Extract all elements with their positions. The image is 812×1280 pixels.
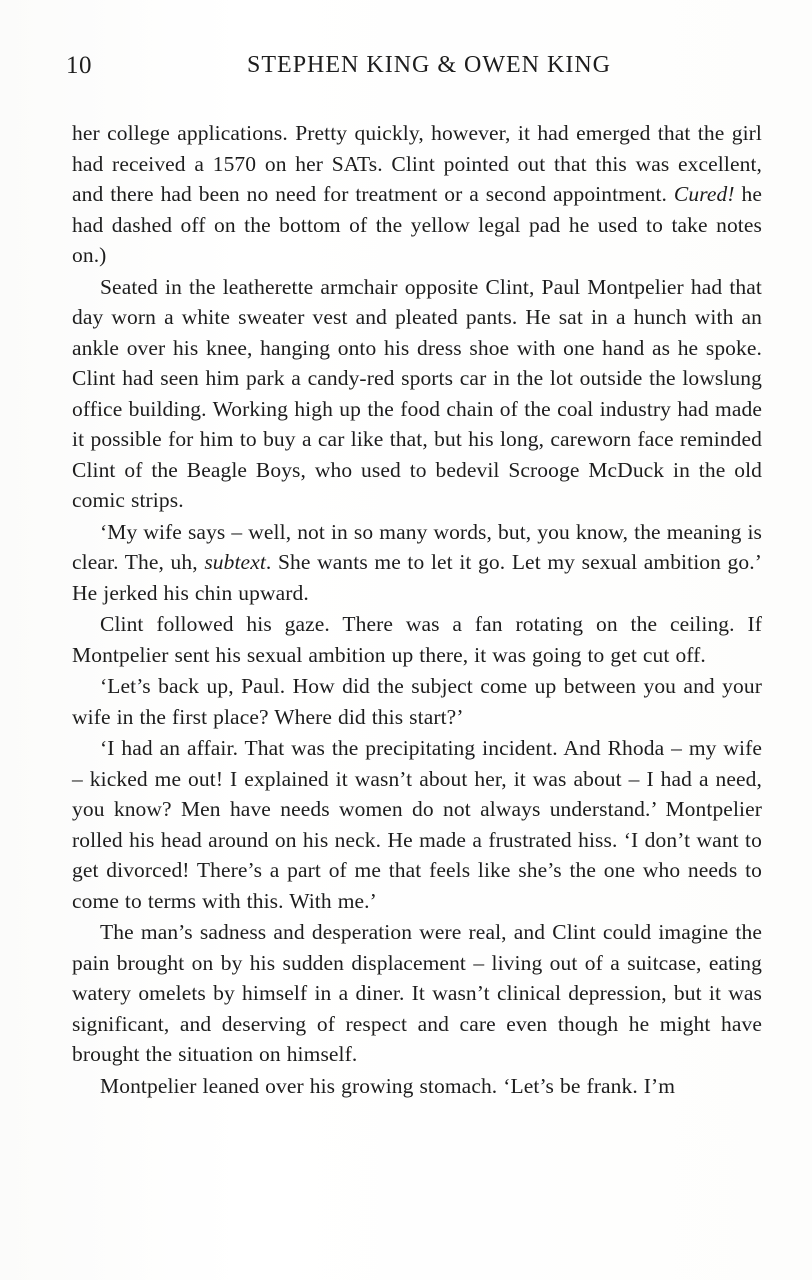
- paragraph-1: [72, 118, 762, 271]
- body-text: [72, 118, 762, 1101]
- paragraph-3-text-a: ‘My wife says – well, not in so many words, but, you know, the meaning is clear. The, uh,: [72, 519, 762, 574]
- paragraph-1-italic: Cured!: [673, 182, 735, 206]
- page-header: [66, 52, 611, 88]
- paragraph-1-text-b: he had dashed off on the bottom of the yellow legal pad he used to take notes on.): [72, 182, 762, 267]
- running-head: STEPHEN KING & OWEN KING: [247, 52, 611, 78]
- paragraph-3-italic: subtext: [204, 550, 266, 574]
- paragraph-3: [72, 517, 762, 609]
- paragraph-1-text-a: her college applications. Pretty quickly, however, it had emerged that the girl had received a 1570 on her SATs. Clint pointed out that this was excellent, and there had been no need for treatment or a second appointment.: [72, 121, 762, 206]
- paragraph-2: Seated in the leatherette armchair opposite Clint, Paul Montpelier had that day worn a white sweater vest and pleated pants. He sat in a hunch with an ankle over his knee, hanging onto his dress shoe with one hand as he spoke. Clint had seen him park a candy-red sports car in the lot outside the lowslung office building. Working high up the food chain of the coal industry had made it possible for him to buy a car like that, but his long, careworn face reminded Clint of the Beagle Boys, who used to bedevil Scrooge McDuck in the old comic strips.: [72, 274, 762, 512]
- paragraph-6: ‘I had an affair. That was the precipitating incident. And Rhoda – my wife – kicked me out! I explained it wasn’t about her, it was about – I had a need, you know? Men have needs women do not always understand.’ Montpelier rolled his head around on his neck. He made a frustrated hiss. ‘I don’t want to get divorced! There’s a part of me that feels like she’s the one who needs to come to terms with this. With me.’: [72, 736, 762, 913]
- paragraph-8: Montpelier leaned over his growing stomach. ‘Let’s be frank. I’m: [100, 1073, 676, 1098]
- paragraph-7: The man’s sadness and desperation were real, and Clint could imagine the pain brought on by his sudden displacement – living out of a suitcase, eating watery omelets by himself in a diner. It wasn’t clinical depression, but it was significant, and deserving of respect and care even though he might have brought the situation on himself.: [72, 920, 762, 1066]
- paragraph-3-text-b: . She wants me to let it go. Let my sexual ambition go.’ He jerked his chin upward.: [72, 550, 762, 605]
- paragraph-5: ‘Let’s back up, Paul. How did the subject come up between you and your wife in the first place? Where did this start?’: [72, 674, 762, 729]
- paragraph-4: Clint followed his gaze. There was a fan rotating on the ceiling. If Montpelier sent his sexual ambition up there, it was going to get cut off.: [72, 612, 762, 667]
- page-number: 10: [66, 52, 92, 79]
